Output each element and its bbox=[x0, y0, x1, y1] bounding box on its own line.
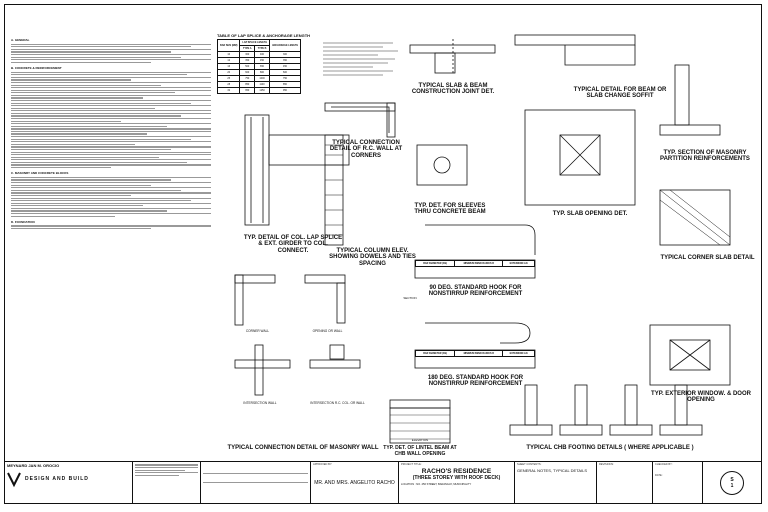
drawing-sheet bbox=[4, 4, 762, 504]
title-hook90: 90 DEG. STANDARD HOOK FOR NONSTIRRUP REINFORCEMENT bbox=[428, 285, 523, 298]
label-intersection-wall: INTERSECTION WALL bbox=[243, 401, 277, 405]
lap-table-cell: 28 bbox=[218, 82, 240, 88]
label-section: SECTION bbox=[403, 296, 417, 300]
title-hook180: 180 DEG. STANDARD HOOK FOR NONSTIRRUP REINFORCEMENT bbox=[427, 375, 524, 388]
title-masonry-partition: TYP. SECTION OF MASONRY PARTITION REINFORCEMENTS bbox=[660, 150, 750, 163]
lap-table-title: TABLE OF LAP SPLICE & ANCHORAGE LENGTH bbox=[217, 33, 311, 38]
hook90-header-db: BAR DIAMETER (Db) bbox=[416, 261, 455, 267]
title-chb-footing: TYPICAL CHB FOOTING DETAILS ( WHERE APPLICABLE ) bbox=[526, 445, 694, 451]
lap-table-cell: 450 bbox=[255, 58, 270, 64]
lap-table-cell: 800 bbox=[255, 70, 270, 76]
hook180-header-r: MINIMUM BEND RADIUS R bbox=[455, 351, 503, 357]
tb-company-sub: DESIGN AND BUILD bbox=[25, 476, 89, 482]
lap-table-cell: 500 bbox=[240, 64, 255, 70]
tb-sheet-prefix: S bbox=[730, 477, 734, 483]
tb-owner bbox=[311, 462, 399, 504]
lap-table-cell: 1000 bbox=[255, 76, 270, 82]
tb-sheet-number bbox=[703, 462, 761, 504]
lap-table-cell: 850 bbox=[269, 82, 300, 88]
tb-company bbox=[5, 462, 133, 504]
tb-project-label: PROJECT TITLE: bbox=[401, 463, 422, 466]
hook90-header-r: MINIMUM BEND RADIUS R bbox=[455, 261, 503, 267]
lap-table-cell: 950 bbox=[240, 88, 255, 94]
title-sleeves: TYP. DET. FOR SLEEVES THRU CONCRETE BEAM bbox=[414, 203, 486, 216]
lap-header-anchorage: ANCHORAGE LENGTH bbox=[269, 40, 300, 52]
lap-table-cell: 20 bbox=[218, 70, 240, 76]
tb-approved-label: APPROVED BY: bbox=[313, 463, 333, 466]
title-conn-wall: TYPICAL CONNECTION DETAIL OF R.C. WALL AT CORNERS bbox=[329, 140, 403, 159]
tb-revisions bbox=[597, 462, 653, 504]
lap-table-cell: 650 bbox=[255, 64, 270, 70]
lap-table-cell: 32 bbox=[218, 88, 240, 94]
lap-table-cell: 600 bbox=[240, 70, 255, 76]
lap-table-cell: 300 bbox=[240, 52, 255, 58]
tb-revisions-label: REVISIONS: bbox=[599, 463, 614, 466]
label-opening-wall: OPENING OR WALL bbox=[312, 329, 343, 333]
company-logo-icon bbox=[7, 472, 21, 486]
tb-date-label: DATE: bbox=[655, 474, 663, 477]
tb-project-line1: RACHO'S RESIDENCE bbox=[421, 468, 492, 475]
notes-heading-general: A. GENERAL bbox=[11, 38, 30, 42]
tb-checked bbox=[653, 462, 703, 504]
title-col-elev: TYPICAL COLUMN ELEV. SHOWING DOWELS AND TIES SPACING bbox=[329, 248, 416, 267]
lap-table-cell: 16 bbox=[218, 64, 240, 70]
tb-signatories bbox=[201, 462, 311, 504]
lap-subheader-b: TYPE B bbox=[255, 46, 270, 52]
title-col-lap: TYP. DETAIL OF COL. LAP SPLICE & EXT. GIRDER TO COL. CONNECT. bbox=[243, 235, 343, 254]
notes-heading-masonry: C. MASONRY AND CONCRETE BLOCKS bbox=[11, 171, 69, 176]
lap-subheader-a: TYPE A bbox=[240, 46, 255, 52]
lap-table-cell: 350 bbox=[240, 58, 255, 64]
tb-checked-label: CHECKED BY: bbox=[655, 463, 673, 466]
lap-table-cell: 750 bbox=[269, 76, 300, 82]
notes-heading-concrete: B. CONCRETE & REINFORCEMENT bbox=[11, 65, 62, 70]
hook180-table bbox=[415, 350, 535, 357]
tb-sheet-contents bbox=[515, 462, 597, 504]
lap-table-cell: 450 bbox=[269, 64, 300, 70]
tb-company-name: MEYNARD JAN M. OROCIO bbox=[7, 463, 60, 468]
lap-table-cell: 10 bbox=[218, 52, 240, 58]
lap-table-cell: 850 bbox=[240, 82, 255, 88]
tb-project-line2: (THREE STOREY WITH ROOF DECK) bbox=[412, 475, 501, 481]
label-elevation: ELEVATION bbox=[411, 438, 429, 442]
title-block bbox=[5, 461, 761, 504]
title-masonry-conn: TYPICAL CONNECTION DETAIL OF MASONRY WALL bbox=[227, 445, 379, 451]
lap-table-cell: 350 bbox=[269, 58, 300, 64]
lap-table-cell: 1100 bbox=[255, 82, 270, 88]
label-intersect-col: INTERSECTION R.C. COL. OR WALL bbox=[310, 401, 365, 405]
lap-table-cell: 300 bbox=[269, 52, 300, 58]
tb-owner-name: MR. AND MRS. ANGELITO RACHO bbox=[314, 480, 395, 486]
lap-table-cell: 25 bbox=[218, 76, 240, 82]
tb-project bbox=[399, 462, 515, 504]
lap-table-cell: 750 bbox=[240, 76, 255, 82]
title-window-door: TYP. EXTERIOR WINDOW. & DOOR OPENING bbox=[651, 391, 751, 404]
title-slab-opening: TYP. SLAB OPENING DET. bbox=[552, 211, 628, 217]
notes-heading-foundation: D. FOUNDATION bbox=[11, 219, 35, 224]
lap-header-splice: LAP SPLICE LENGTH bbox=[240, 40, 270, 46]
hook90-header-ext: EXTENSION L/E bbox=[503, 261, 535, 267]
title-corner-slab: TYPICAL CORNER SLAB DETAIL bbox=[660, 255, 755, 261]
title-beam-soffit: TYPICAL DETAIL FOR BEAM OR SLAB CHANGE SOFFIT bbox=[573, 87, 667, 100]
title-slab-beam-joint: TYPICAL SLAB & BEAM CONSTRUCTION JOINT DET. bbox=[411, 83, 495, 96]
hook90-table bbox=[415, 260, 535, 267]
tb-sheet-num: 1 bbox=[730, 483, 734, 489]
lap-table-cell: 400 bbox=[255, 52, 270, 58]
hook180-header-ext: EXTENSION L/E bbox=[503, 351, 535, 357]
lap-table-cell: 12 bbox=[218, 58, 240, 64]
title-lintel: TYP. DET. OF LINTEL BEAM AT CHB WALL OPENING bbox=[383, 445, 457, 458]
hook180-header-db: BAR DIAMETER (Db) bbox=[416, 351, 455, 357]
tb-sheet-contents-value: GENERAL NOTES, TYPICAL DETAILS bbox=[517, 468, 588, 473]
tb-location: LOCATION : NO. 456 STREET, BARANGAY, MUNICIPALITY bbox=[401, 483, 472, 486]
tb-sheet-label: SHEET CONTENTS: bbox=[517, 463, 542, 466]
lap-table-cell: 1250 bbox=[255, 88, 270, 94]
lap-table-cell: 950 bbox=[269, 88, 300, 94]
label-corner-wall: CORNER WALL bbox=[245, 329, 270, 333]
lap-header-bar: BAR SIZE (MM) bbox=[218, 40, 240, 52]
tb-disclaimer bbox=[133, 462, 201, 504]
lap-table-cell: 600 bbox=[269, 70, 300, 76]
